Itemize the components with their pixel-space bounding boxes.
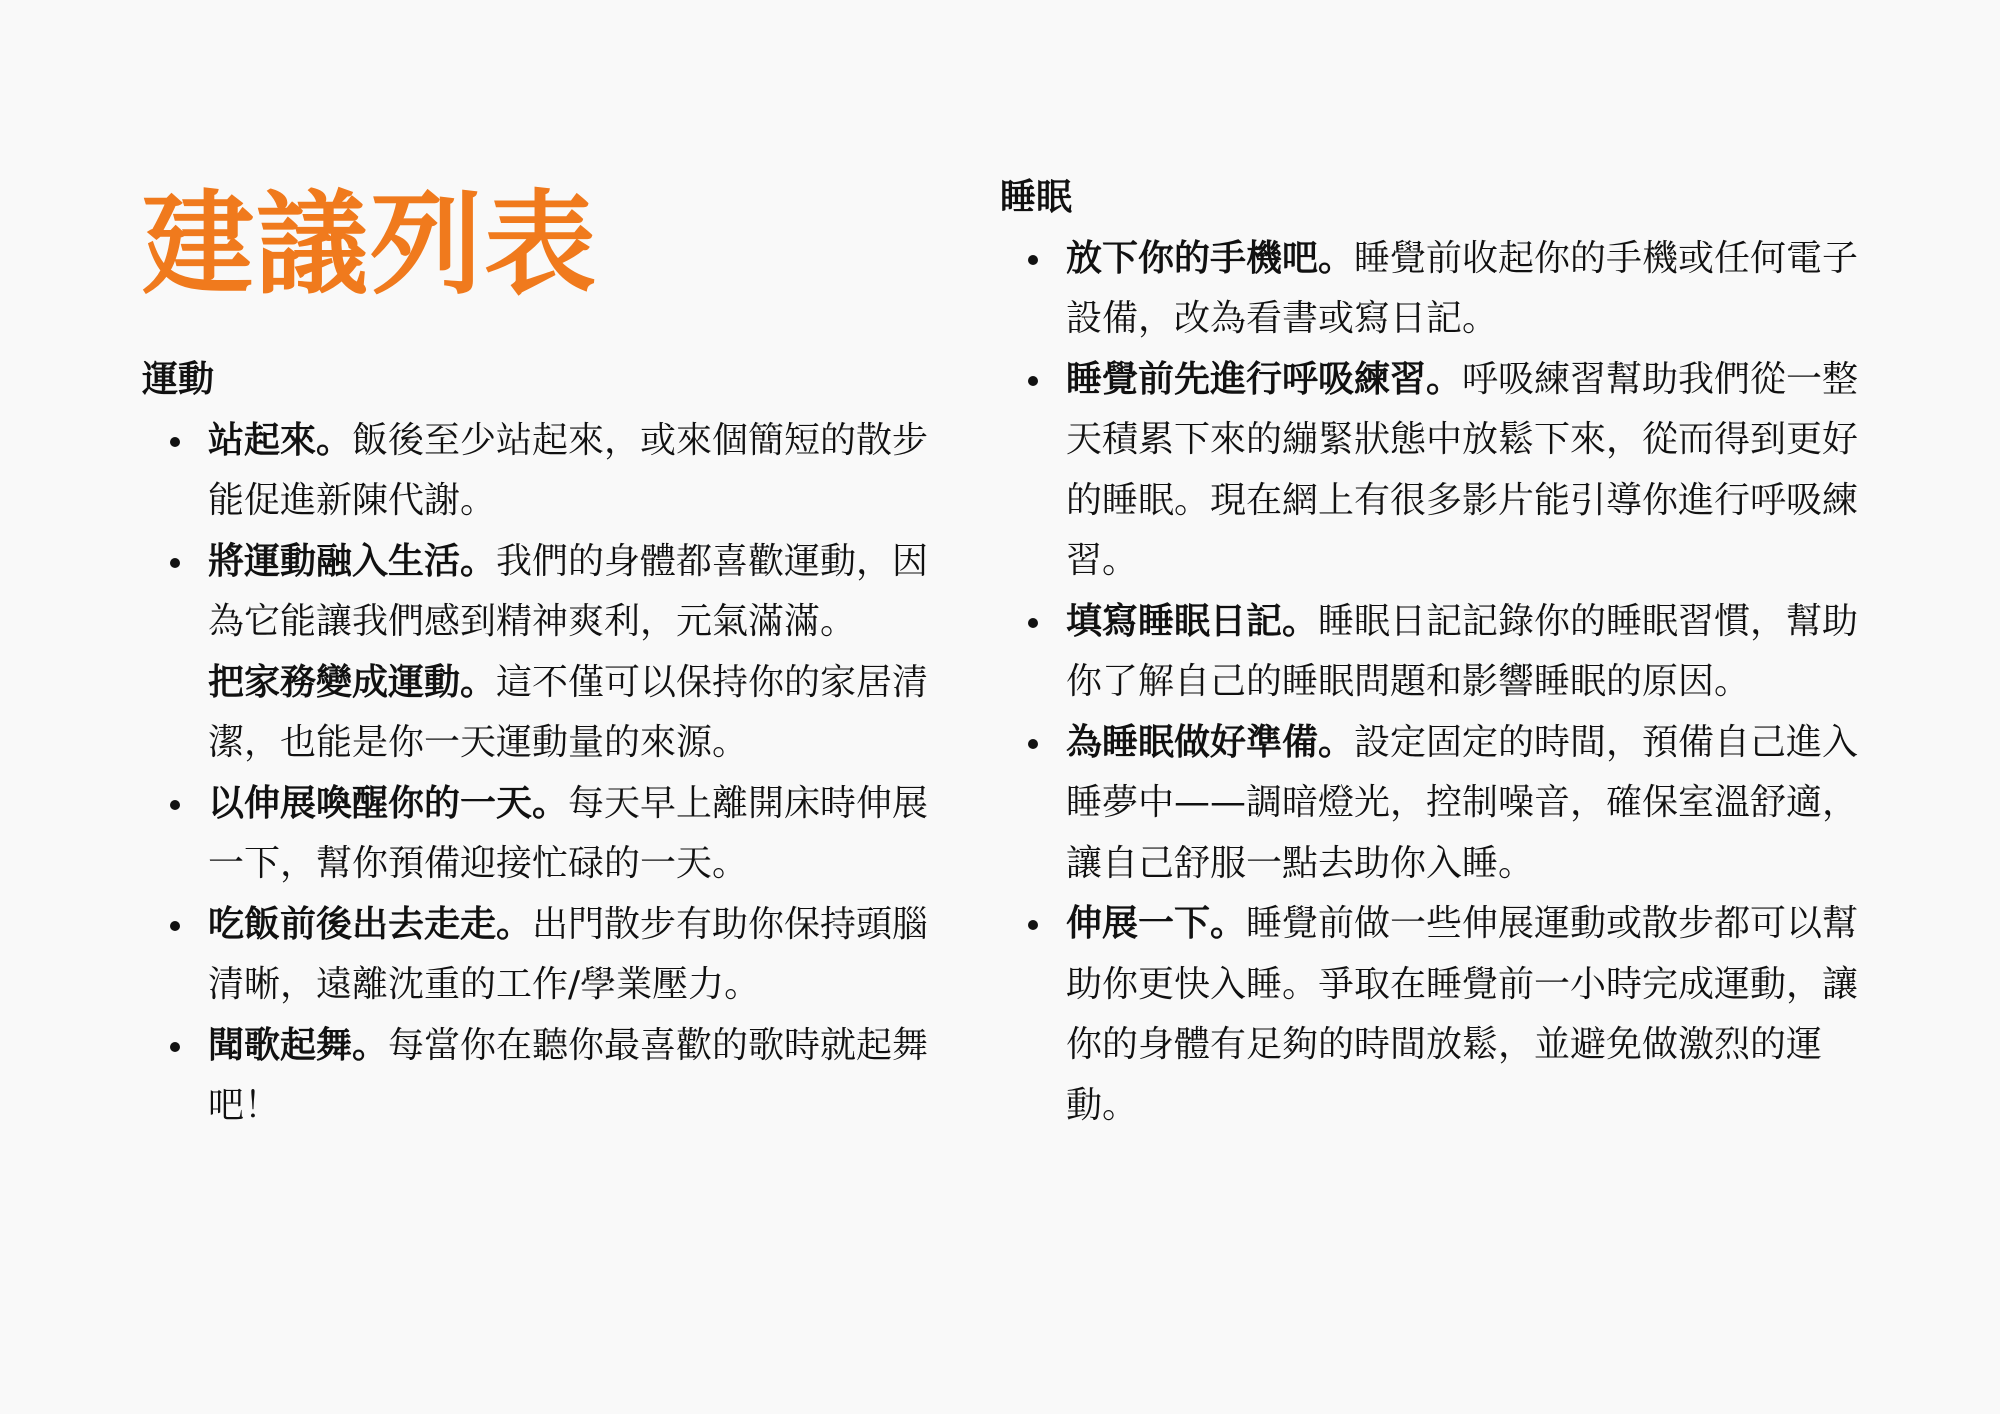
bullet-icon <box>1028 920 1038 930</box>
item-text: 設定固定的時間，預備自己進入睡夢中——調暗燈光，控制噪音，確保室溫舒適，讓自己舒服一點去助你入睡。 <box>1066 721 1859 884</box>
bullet-icon <box>170 558 180 568</box>
item-text: 睡眠日記記錄你的睡眠習慣，幫助你了解自己的睡眠問題和影響睡眠的原因。 <box>1066 600 1859 702</box>
item-text: 這不僅可以保持你的家居清潔，也能是你一天運動量的來源。 <box>208 661 929 763</box>
list-item <box>142 411 942 532</box>
item-text: 每當你在聽你最喜歡的歌時就起舞吧！ <box>208 1024 929 1126</box>
list-item <box>1000 229 1860 350</box>
list-item <box>1000 713 1860 895</box>
bullet-icon <box>1028 739 1038 749</box>
list-item <box>1000 894 1860 1136</box>
list-item <box>142 774 942 895</box>
exercise-section <box>142 350 942 1137</box>
sleep-heading: 睡眠 <box>1000 177 1073 218</box>
item-lead: 以伸展喚醒你的一天。 <box>208 782 569 824</box>
bullet-icon <box>170 1042 180 1052</box>
item-lead: 聞歌起舞。 <box>208 1024 389 1066</box>
bullet-icon <box>170 921 180 931</box>
list-item <box>1000 350 1860 592</box>
bullet-icon <box>170 437 180 447</box>
list-item <box>1000 592 1860 713</box>
bullet-icon <box>1028 255 1038 265</box>
list-item <box>142 532 942 653</box>
item-lead: 為睡眠做好準備。 <box>1066 721 1355 763</box>
item-lead: 站起來。 <box>208 419 353 461</box>
sleep-section <box>1000 168 1860 1136</box>
list-item <box>142 1016 942 1137</box>
item-text: 我們的身體都喜歡運動，因為它能讓我們感到精神爽利，元氣滿滿。 <box>208 540 929 642</box>
item-lead: 把家務變成運動。 <box>208 661 497 703</box>
item-text: 每天早上離開床時伸展一下，幫你預備迎接忙碌的一天。 <box>208 782 929 884</box>
sleep-list <box>1000 229 1860 1137</box>
list-item <box>142 653 942 774</box>
item-text: 飯後至少站起來，或來個簡短的散步能促進新陳代謝。 <box>208 419 929 521</box>
bullet-icon <box>1028 618 1038 628</box>
bullet-icon <box>1028 376 1038 386</box>
item-text: 呼吸練習幫助我們從一整天積累下來的繃緊狀態中放鬆下來，從而得到更好的睡眠。現在網上有很多影片能引導你進行呼吸練習。 <box>1066 358 1859 581</box>
page-title: 建議列表 <box>142 180 598 310</box>
bullet-icon <box>170 800 180 810</box>
item-text: 睡覺前收起你的手機或任何電子設備，改為看書或寫日記。 <box>1066 237 1859 339</box>
item-text: 睡覺前做一些伸展運動或散步都可以幫助你更快入睡。爭取在睡覺前一小時完成運動，讓你的身體有足夠的時間放鬆，並避免做激烈的運動。 <box>1066 903 1859 1126</box>
item-text: 出門散步有助你保持頭腦清晰，遠離沈重的工作/學業壓力。 <box>208 903 929 1005</box>
item-lead: 放下你的手機吧。 <box>1066 237 1355 279</box>
item-lead: 填寫睡眠日記。 <box>1066 600 1319 642</box>
item-lead: 睡覺前先進行呼吸練習。 <box>1066 358 1463 400</box>
exercise-heading: 運動 <box>142 359 215 400</box>
exercise-list <box>142 411 942 1137</box>
list-item <box>142 895 942 1016</box>
item-lead: 將運動融入生活。 <box>208 540 497 582</box>
item-lead: 吃飯前後出去走走。 <box>208 903 533 945</box>
item-lead: 伸展一下。 <box>1066 903 1247 944</box>
